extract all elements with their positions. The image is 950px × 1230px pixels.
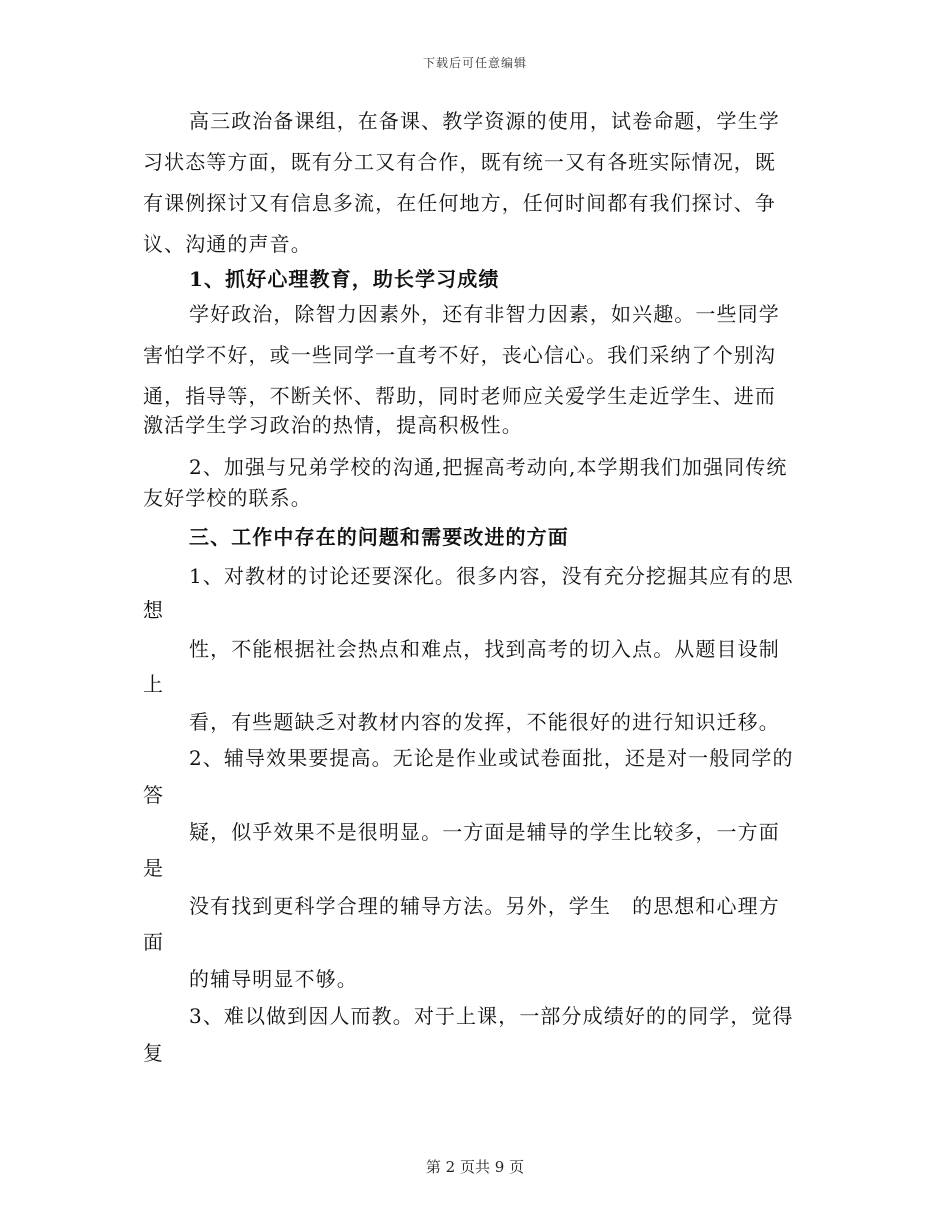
paragraph-line: 1、对教材的讨论还要深化。很多内容，没有充分挖掘其应有的思 — [189, 564, 794, 588]
paragraph-line: 有课例探讨又有信息多流，在任何地方，任何时间都有我们探讨、争 — [143, 191, 776, 215]
paragraph-line: 答 — [143, 783, 165, 807]
paragraph-line: 3、难以做到因人而教。对于上课，一部分成绩好的的同学，觉得 — [189, 1004, 794, 1028]
paragraph-line: 没有找到更科学合理的辅导方法。另外，学生 的思想和心理方 — [189, 894, 780, 918]
paragraph-line: 2、辅导效果要提高。无论是作业或试卷面批，还是对一般同学的 — [189, 746, 794, 770]
paragraph-line: 学好政治，除智力因素外，还有非智力因素，如兴趣。一些同学 — [189, 302, 780, 326]
paragraph-line: 通，指导等，不断关怀、帮助，同时老师应关爱学生走近学生、进而 — [143, 384, 776, 408]
page-number: 第 2 页共 9 页 — [425, 1158, 525, 1176]
paragraph-line: 看，有些题缺乏对教材内容的发挥，不能很好的进行知识迁移。 — [189, 710, 780, 734]
page-header: 下载后可任意编辑 — [422, 56, 527, 70]
paragraph-line: 复 — [143, 1041, 165, 1065]
paragraph-line: 2、加强与兄弟学校的沟通,把握高考动向,本学期我们加强同传统 — [189, 455, 788, 479]
section-heading: 三、工作中存在的问题和需要改进的方面 — [189, 525, 569, 549]
paragraph-line: 想 — [143, 598, 165, 622]
paragraph-line: 友好学校的联系。 — [143, 486, 312, 510]
paragraph-line: 害怕学不好，或一些同学一直考不好，丧心信心。我们采纳了个别沟 — [143, 343, 776, 367]
paragraph-line: 是 — [143, 856, 165, 880]
paragraph-line: 高三政治备课组，在备课、教学资源的使用，试卷命题，学生学 — [189, 109, 780, 133]
paragraph-line: 激活学生学习政治的热情，提高积极性。 — [143, 413, 523, 437]
paragraph-line: 疑，似乎效果不是很明显。一方面是辅导的学生比较多，一方面 — [189, 820, 780, 844]
paragraph-line: 上 — [143, 672, 165, 696]
paragraph-line: 习状态等方面，既有分工又有合作，既有统一又有各班实际情况，既 — [143, 150, 776, 174]
paragraph-line: 的辅导明显不够。 — [189, 967, 358, 991]
paragraph-line: 议、沟通的声音。 — [143, 232, 312, 256]
paragraph-line: 面 — [143, 930, 165, 954]
paragraph-line: 性，不能根据社会热点和难点，找到高考的切入点。从题目设制 — [189, 637, 780, 661]
section-heading: 1、抓好心理教育，助长学习成绩 — [189, 267, 500, 291]
